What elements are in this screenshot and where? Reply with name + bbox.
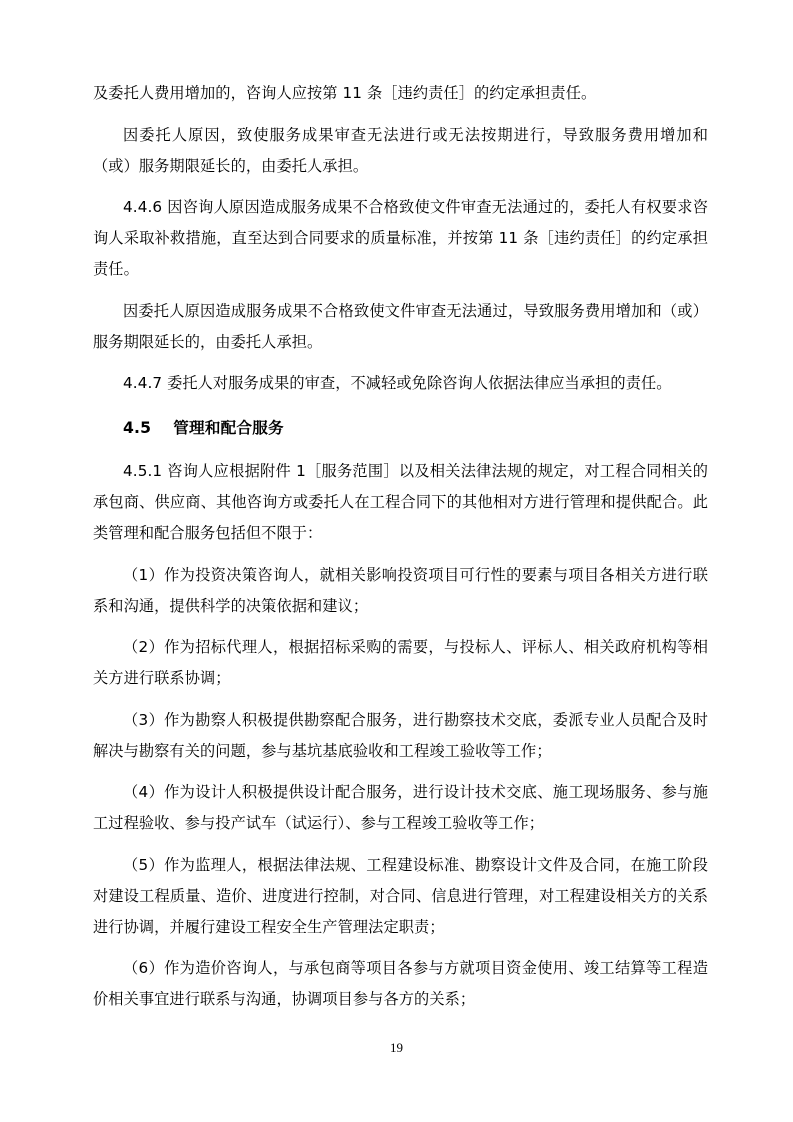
paragraph: 4.5.1 咨询人应根据附件 1［服务范围］以及相关法律法规的规定，对工程合同相关的承包商、供应商、其他咨询方或委托人在工程合同下的其他相对方进行管理和提供配合。此类管理和配合服务包括但不限于： — [93, 462, 708, 542]
paragraph: 4.4.7 委托人对服务成果的审查，不减轻或免除咨询人依据法律应当承担的责任。 — [123, 374, 672, 392]
document-body — [93, 78, 708, 1026]
paragraph: （4）作为设计人积极提供设计配合服务，进行设计技术交底、施工现场服务、参与施工过程验收、参与投产试车（试运行）、参与工程竣工验收等工作； — [93, 783, 708, 832]
section-heading-title: 管理和配合服务 — [173, 419, 284, 437]
section-heading — [93, 413, 708, 444]
paragraph: （6）作为造价咨询人，与承包商等项目各参与方就项目资金使用、竣工结算等工程造价相关事宜进行联系与沟通，协调项目参与各方的关系； — [93, 959, 708, 1008]
paragraph: 因委托人原因造成服务成果不合格致使文件审查无法通过，导致服务费用增加和（或）服务期限延长的，由委托人承担。 — [93, 301, 708, 351]
section-heading-number: 4.5 — [123, 419, 152, 437]
paragraph: （5）作为监理人，根据法律法规、工程建设标准、勘察设计文件及合同，在施工阶段对建设工程质量、造价、进度进行控制，对合同、信息进行管理，对工程建设相关方的关系进行协调，并履行建设工程安全生产管理法定职责； — [93, 855, 708, 936]
paragraph: （2）作为招标代理人，根据招标采购的需要，与投标人、评标人、相关政府机构等相关方进行联系协调； — [93, 638, 708, 687]
paragraph: 及委托人费用增加的，咨询人应按第 11 条［违约责任］的约定承担责任。 — [93, 84, 597, 102]
paragraph: 4.4.6 因咨询人原因造成服务成果不合格致使文件审查无法通过的，委托人有权要求咨询人采取补救措施，直至达到合同要求的质量标准，并按第 11 条［违约责任］的约定承担责任。 — [93, 198, 708, 278]
paragraph: （3）作为勘察人积极提供勘察配合服务，进行勘察技术交底，委派专业人员配合及时解决与勘察有关的问题，参与基坑基底验收和工程竣工验收等工作； — [93, 710, 708, 760]
page-number: 19 — [390, 1040, 403, 1055]
paragraph: 因委托人原因，致使服务成果审查无法进行或无法按期进行，导致服务费用增加和（或）服务期限延长的，由委托人承担。 — [93, 125, 708, 175]
paragraph: （1）作为投资决策咨询人，就相关影响投资项目可行性的要素与项目各相关方进行联系和沟通，提供科学的决策依据和建议； — [93, 565, 708, 615]
